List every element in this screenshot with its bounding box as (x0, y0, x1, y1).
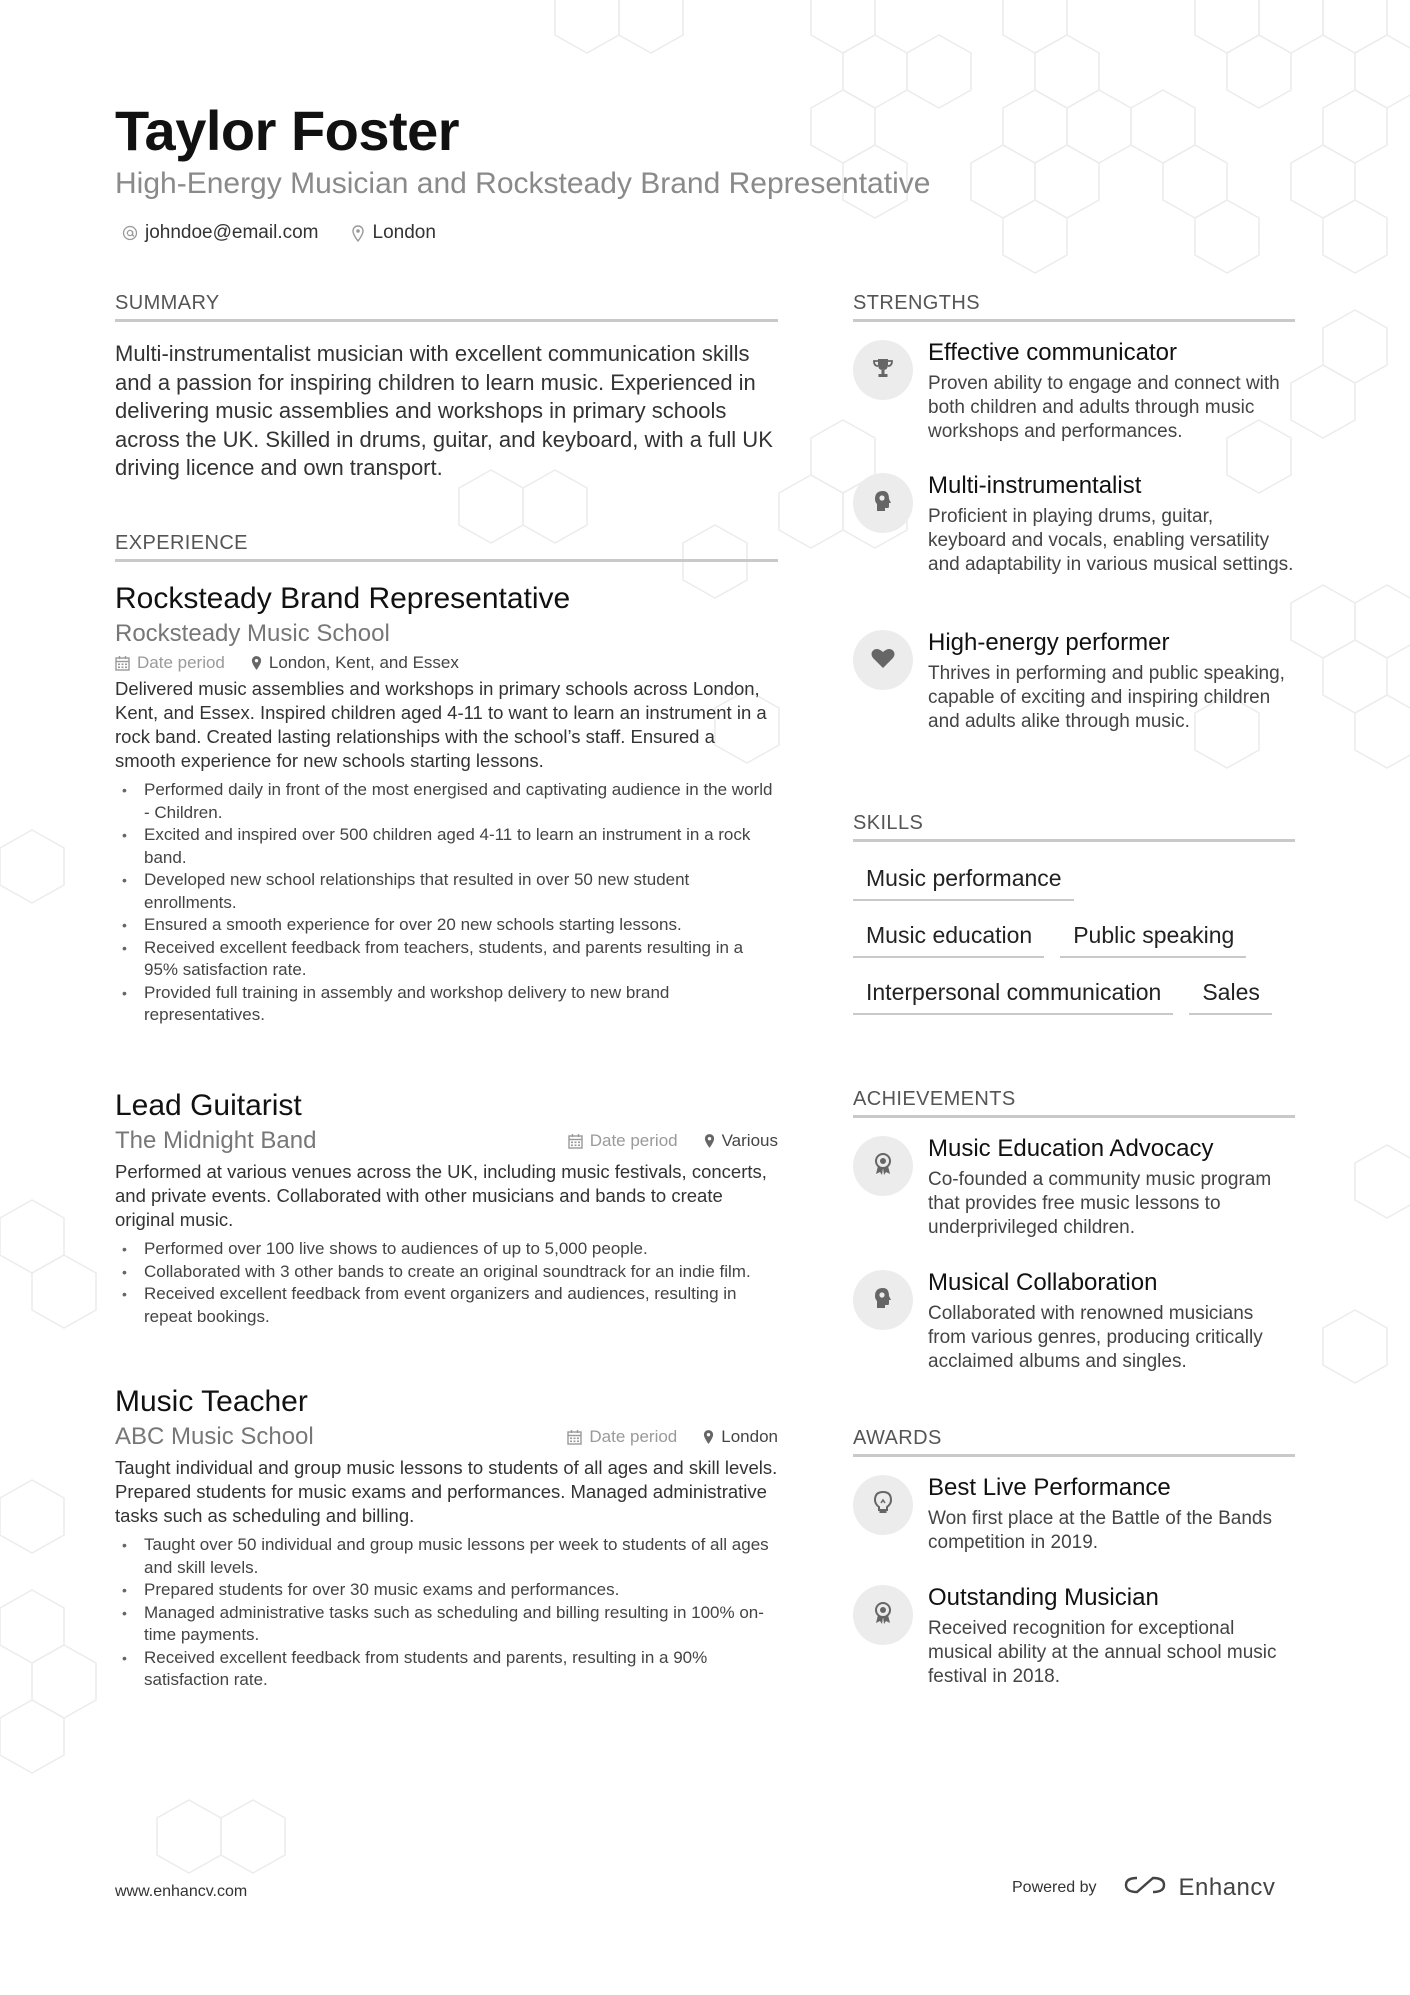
calendar-icon (115, 655, 130, 671)
job-company: ABC Music School (115, 1423, 314, 1450)
job-description: Delivered music assemblies and workshops in primary schools across London, Kent, and Essex. Inspired children aged 4-11 to want to learn an instrument in a rock band. Created lasting relationships with the school’s staff. Ensured a smooth experience for new schools starting lessons. (115, 678, 767, 771)
medal-icon (872, 1601, 894, 1630)
job-bullet: • Received excellent feedback from students and parents, resulting in a 90% satisfaction rate. (115, 1647, 778, 1692)
lightbulb-icon (874, 1491, 892, 1520)
job-location (704, 1131, 778, 1151)
job-meta (568, 1131, 778, 1151)
calendar-icon (567, 1429, 582, 1445)
candidate-title: High-Energy Musician and Rocksteady Brand Representative (115, 167, 931, 200)
achievement-icon-circle (853, 1136, 913, 1196)
job-bullet: • Received excellent feedback from teachers, students, and parents resulting in a 95% satisfaction rate. (115, 937, 778, 982)
achievement-title: Musical Collaboration (928, 1269, 1158, 1296)
experience-item (115, 581, 778, 1027)
job-bullet: • Excited and inspired over 500 children aged 4-11 to learn an instrument in a rock band. (115, 824, 778, 869)
job-location-text: Various (721, 1131, 778, 1150)
trophy-icon (871, 356, 895, 385)
map-pin-icon (703, 1429, 714, 1445)
skill-row (853, 974, 1303, 1015)
strength-icon-circle (853, 473, 913, 533)
award-item (853, 1583, 1295, 1689)
map-pin-icon (251, 655, 262, 671)
achievement-description: Co-founded a community music program that provides free music lessons to underprivileged children. (928, 1169, 1272, 1238)
award-description: Won first place at the Battle of the Bands competition in 2019. (928, 1508, 1272, 1553)
achievements-heading: ACHIEVEMENTS (853, 1088, 1295, 1118)
job-date (568, 1131, 678, 1151)
map-pin-icon (349, 224, 367, 242)
achievement-item (853, 1268, 1295, 1374)
experience-item (115, 1384, 778, 1692)
award-item (853, 1473, 1295, 1555)
job-location-text: London, Kent, and Essex (268, 653, 459, 672)
skill-tag: Music education (853, 917, 1044, 958)
powered-by[interactable] (1012, 1873, 1275, 1902)
strengths-heading: STRENGTHS (853, 292, 1295, 322)
strength-description: Proficient in playing drums, guitar, keyboard and vocals, enabling versatility and adaptability in various musical settings. (928, 506, 1294, 575)
location-text: London (372, 222, 436, 243)
award-icon-circle (853, 1585, 913, 1645)
job-date-text: Date period (589, 1427, 678, 1446)
job-bullet: • Performed daily in front of the most energised and captivating audience in the world - Children. (115, 779, 778, 824)
job-location-text: London (721, 1427, 778, 1446)
job-location (251, 653, 459, 673)
skill-tag: Public speaking (1060, 917, 1246, 958)
achievement-description: Collaborated with renowned musicians from various genres, producing critically acclaimed albums and singles. (928, 1303, 1263, 1372)
experience-heading: EXPERIENCE (115, 532, 778, 562)
strength-item (853, 338, 1295, 444)
candidate-name: Taylor Foster (115, 99, 460, 162)
enhancv-logo-icon (1123, 1873, 1169, 1902)
strength-title: Effective communicator (928, 339, 1177, 366)
job-bullet: • Received excellent feedback from event organizers and audiences, resulting in repeat bookings. (115, 1283, 778, 1328)
job-bullets (115, 779, 778, 1027)
job-location (703, 1427, 778, 1447)
job-bullet: • Provided full training in assembly and workshop delivery to new brand representatives. (115, 982, 778, 1027)
job-bullet: • Prepared students for over 30 music exams and performances. (115, 1579, 778, 1602)
job-company: Rocksteady Music School (115, 620, 390, 647)
location-contact (349, 222, 436, 244)
award-description: Received recognition for exceptional musical ability at the annual school music festival in 2018. (928, 1618, 1277, 1687)
skills-heading: SKILLS (853, 812, 1295, 842)
job-date-text: Date period (137, 653, 225, 672)
job-meta (567, 1427, 778, 1447)
experience-item (115, 1088, 778, 1328)
achievement-icon-circle (853, 1270, 913, 1330)
powered-by-text: Powered by (1012, 1878, 1097, 1896)
strength-title: Multi-instrumentalist (928, 472, 1142, 499)
award-icon-circle (853, 1475, 913, 1535)
brain-head-icon (871, 1286, 895, 1315)
job-title: Lead Guitarist (115, 1089, 302, 1122)
job-date (567, 1427, 677, 1447)
strength-icon-circle (853, 630, 913, 690)
skill-tag: Music performance (853, 860, 1074, 901)
job-bullet: • Performed over 100 live shows to audiences of up to 5,000 people. (115, 1238, 778, 1261)
calendar-icon (568, 1133, 583, 1149)
enhancv-brand: Enhancv (1178, 1873, 1276, 1901)
job-meta (115, 653, 778, 673)
achievement-item (853, 1134, 1295, 1240)
job-title: Music Teacher (115, 1385, 308, 1418)
job-title: Rocksteady Brand Representative (115, 582, 571, 615)
job-bullets (115, 1534, 778, 1692)
strength-item (853, 471, 1295, 577)
email-contact[interactable] (121, 222, 319, 244)
skill-tag: Interpersonal communication (853, 974, 1173, 1015)
awards-heading: AWARDS (853, 1427, 1295, 1457)
at-icon (121, 224, 139, 242)
job-date (115, 653, 225, 673)
job-bullet: • Ensured a smooth experience for over 20 new schools starting lessons. (115, 914, 778, 937)
job-bullet: • Collaborated with 3 other bands to create an original soundtrack for an indie film. (115, 1261, 778, 1284)
achievement-title: Music Education Advocacy (928, 1135, 1214, 1162)
award-title: Best Live Performance (928, 1474, 1171, 1501)
summary-text: Multi-instrumentalist musician with excellent communication skills and a passion for inspiring children to learn music. Experienced in delivering music assemblies and workshops in primary schools across the UK. Skilled in drums, guitar, and keyboard, with a full UK driving licence and own transport. (115, 341, 773, 480)
contact-info (121, 222, 466, 244)
job-bullets (115, 1238, 778, 1328)
medal-icon (872, 1152, 894, 1181)
job-bullet: • Taught over 50 individual and group music lessons per week to students of all ages and skill levels. (115, 1534, 778, 1579)
skill-row (853, 917, 1303, 958)
job-bullet: • Managed administrative tasks such as scheduling and billing resulting in 100% on-time payments. (115, 1602, 778, 1647)
skills-list (853, 860, 1303, 1031)
job-company-row (115, 1422, 778, 1452)
summary-heading: SUMMARY (115, 292, 778, 322)
job-bullet: • Developed new school relationships that resulted in over 50 new student enrollments. (115, 869, 778, 914)
strength-item (853, 628, 1295, 734)
strength-description: Proven ability to engage and connect with both children and adults through music workshops and performances. (928, 373, 1280, 442)
strength-description: Thrives in performing and public speaking, capable of exciting and inspiring children and adults alike through music. (928, 663, 1285, 732)
award-title: Outstanding Musician (928, 1584, 1159, 1611)
job-date-text: Date period (589, 1131, 678, 1150)
job-company-row (115, 1126, 778, 1156)
email-text: johndoe@email.com (145, 222, 319, 243)
website-link[interactable]: www.enhancv.com (115, 1883, 248, 1900)
brain-head-icon (871, 489, 895, 518)
skill-row (853, 860, 1303, 901)
job-company: The Midnight Band (115, 1127, 317, 1154)
strength-title: High-energy performer (928, 629, 1170, 656)
map-pin-icon (704, 1133, 715, 1149)
job-description: Taught individual and group music lessons to students of all ages and skill levels. Prepared students for music exams and performances. Managed administrative tasks such as scheduling and billing. (115, 1457, 778, 1526)
skill-tag: Sales (1189, 974, 1272, 1015)
job-description: Performed at various venues across the UK, including music festivals, concerts, and private events. Collaborated with other musicians and bands to create original music. (115, 1161, 767, 1230)
strength-icon-circle (853, 340, 913, 400)
heart-icon (870, 646, 896, 675)
